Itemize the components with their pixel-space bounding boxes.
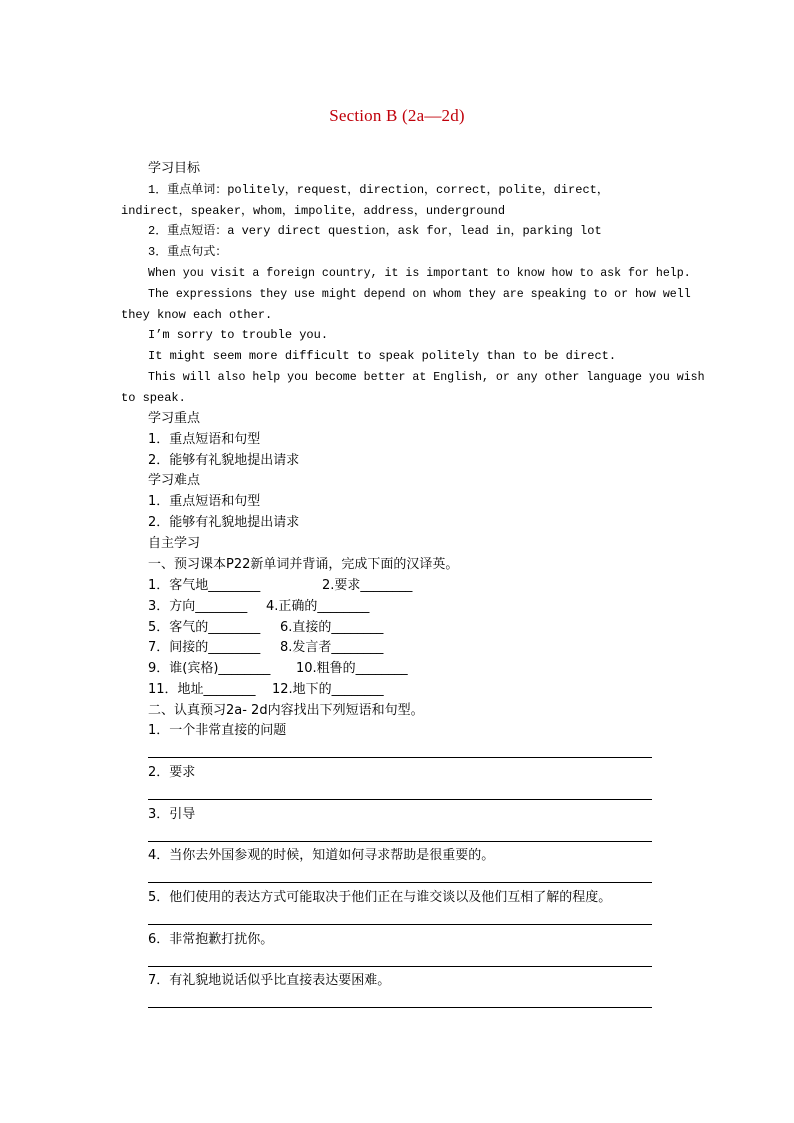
translation-item: 6．非常抱歉打扰你。 [148,932,274,947]
difficulty-2: 2．能够有礼貌地提出请求 [148,515,300,530]
answer-line[interactable] [148,924,652,925]
difficulty-1: 1．重点短语和句型 [148,494,261,509]
sentence-4: It might seem more difficult to speak politely than to be direct. [148,349,617,363]
answer-line[interactable] [148,882,652,883]
key-words-line2: indirect，speaker，whom，impolite，address，underground [121,204,506,218]
key-words-line1: 1．重点单词：politely，request，direction，correct，polite，direct， [148,183,609,197]
answer-line[interactable] [148,1007,652,1008]
key-sentences-label: 3．重点句式： [148,245,228,259]
answer-line[interactable] [148,966,652,967]
sentence-1: When you visit a foreign country, it is important to know how to ask for help. [148,267,691,280]
vocab-item: 12.地下的________ [272,682,384,697]
key-point-2: 2．能够有礼貌地提出请求 [148,453,300,468]
key-points-heading: 学习重点 [148,411,201,426]
vocab-item: 6.直接的________ [280,620,384,635]
answer-line[interactable] [148,841,652,842]
vocab-item: 4.正确的________ [266,599,370,614]
difficulties-heading: 学习难点 [148,473,201,488]
translation-item: 2．要求 [148,765,196,780]
sentence-3: I’m sorry to trouble you. [148,328,329,342]
translation-item: 1．一个非常直接的问题 [148,723,287,738]
sentence-5-line1: This will also help you become better at English, or any other language you wish [148,371,705,384]
key-phrases: 2．重点短语：a very direct question，ask for，lead in，parking lot [148,224,602,238]
vocab-item: 11．地址________ [148,682,256,697]
vocab-item: 7．间接的________ [148,640,261,655]
vocab-item: 9．谁(宾格)________ [148,661,271,676]
sentence-2-line1: The expressions they use might depend on whom they are speaking to or how well [148,288,691,301]
self-study-heading: 自主学习 [148,536,201,551]
goals-heading: 学习目标 [148,161,201,176]
vocab-item: 8.发言者________ [280,640,384,655]
translation-item: 7．有礼貌地说话似乎比直接表达要困难。 [148,973,391,988]
answer-line[interactable] [148,799,652,800]
vocab-item: 10.粗鲁的________ [296,661,408,676]
vocab-item: 1．客气地________ [148,578,261,593]
part1-intro: 一、预习课本P22新单词并背诵，完成下面的汉译英。 [148,557,459,572]
vocab-item: 5．客气的________ [148,620,261,635]
translation-item: 3．引导 [148,807,196,822]
translation-item: 5．他们使用的表达方式可能取决于他们正在与谁交谈以及他们互相了解的程度。 [148,890,612,905]
sentence-5-line2: to speak. [121,391,186,405]
page-title: Section B (2a—2d) [329,106,465,125]
part2-intro: 二、认真预习2a- 2d内容找出下列短语和句型。 [148,703,424,718]
key-point-1: 1．重点短语和句型 [148,432,261,447]
vocab-item: 2.要求________ [322,578,413,593]
answer-line[interactable] [148,757,652,758]
translation-item: 4．当你去外国参观的时候，知道如何寻求帮助是很重要的。 [148,848,495,863]
vocab-item: 3．方向________ [148,599,248,614]
sentence-2-line2: they know each other. [121,308,273,322]
